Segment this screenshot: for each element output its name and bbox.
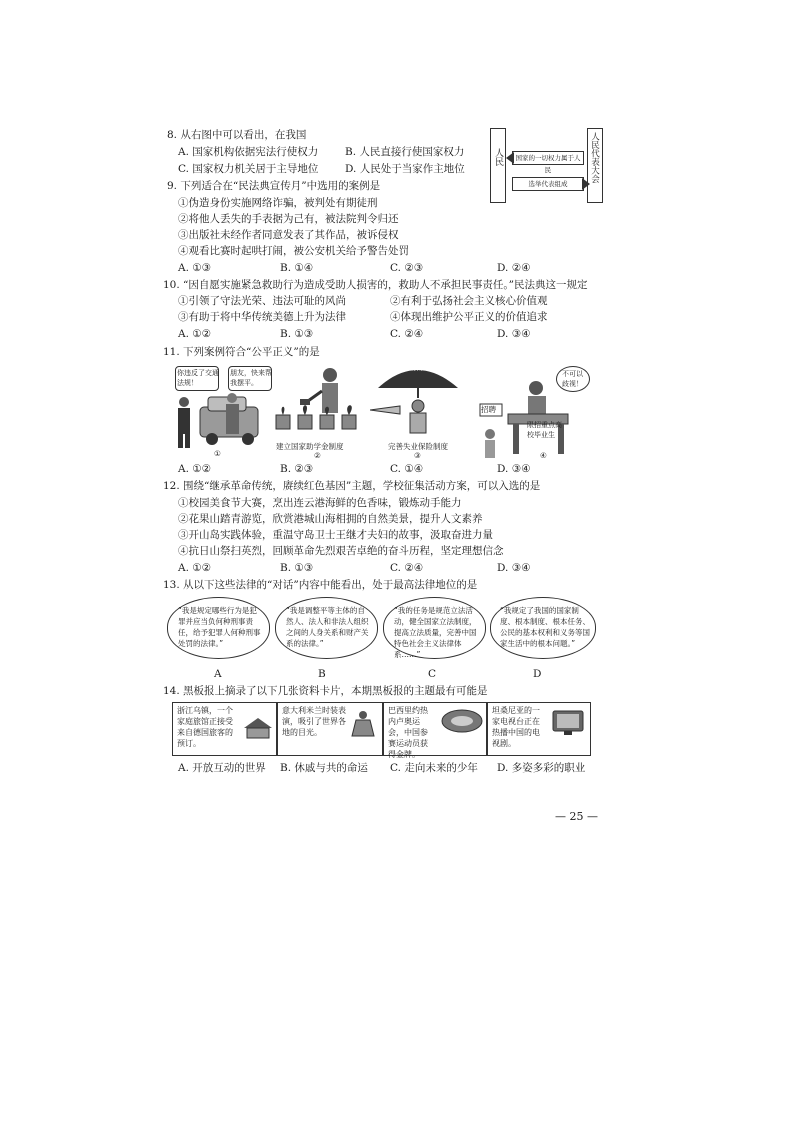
q11-cartoon-1-number: ① [214, 449, 221, 458]
q13-stem: 13. 从以下这些法律的“对话”内容中能看出，处于最高法律地位的是 [163, 579, 478, 591]
q8-diagram-bottom-arrow: 选举代表组成 [512, 177, 584, 191]
q9-item-2: ②将他人丢失的手表据为己有，被法院判令归还 [178, 213, 399, 225]
house-icon [242, 716, 274, 740]
q11-cartoon-1-scene-icon [172, 392, 272, 452]
q14-card-3-text: 巴西里约热内卢奥运会，中国参赛运动员获得金牌。 [388, 706, 428, 759]
q9-stem: 9. 下列适合在“民法典宣传月”中选用的案例是 [167, 180, 381, 192]
q11-cartoon-1-bubble-police: 你违反了交通法规！ [177, 369, 219, 387]
q11-option-c: C. ①④ [390, 463, 424, 475]
q11-cartoon-3-number: ③ [414, 451, 421, 460]
tv-icon [550, 708, 586, 738]
q11-cartoon-4-sign: 招聘 [481, 405, 496, 414]
q12-item-1: ①校园美食节大赛，烹出连云港海鲜的色香味，锻炼动手能力 [178, 497, 462, 509]
q13-bubble-b-text: “我是调整平等主体的自然人、法人和非法人组织之间的人身关系和财产关系的法律。” [286, 606, 369, 648]
q9-item-4: ④观看比赛时起哄打闹，被公安机关给予警告处罚 [178, 245, 409, 257]
q9-item-1: ①伪造身份实施网络诈骗，被判处有期徒刑 [178, 197, 378, 209]
q12-item-4: ④抗日山祭扫英烈，回顾革命先烈艰苦卓绝的奋斗历程，坚定理想信念 [178, 545, 504, 557]
q8-stem: 8. 从右图中可以看出，在我国 [167, 129, 307, 141]
q12-stem: 12. 围绕“继承革命传统，赓续红色基因”主题，学校征集活动方案，可以入选的是 [163, 480, 541, 492]
q8-diagram-npc: 人民代表大会 [589, 132, 600, 183]
q10-option-a: A. ①② [178, 328, 212, 340]
q11-option-b: B. ②③ [280, 463, 314, 475]
q14-card-4-text: 坦桑尼亚的一家电视台正在热播中国的电视剧。 [492, 706, 540, 748]
q11-option-a: A. ①② [178, 463, 212, 475]
q10-item-3: ③有助于将中华传统美德上升为法律 [178, 311, 346, 323]
q11-cartoon-4-number: ④ [540, 451, 547, 460]
q9-item-3: ③出版社未经作者同意发表了其作品，被诉侵权 [178, 229, 399, 241]
q11-cartoon-1-bubble-driver: 朋友，快来帮我摆平。 [230, 369, 272, 387]
q14-card-2-text: 意大利米兰时装表演，吸引了世界各地的目光。 [282, 706, 346, 737]
q9-option-b: B. ①④ [280, 262, 314, 274]
q13-label-d: D [533, 668, 542, 680]
q14-option-b: B. 休戚与共的命运 [280, 762, 368, 774]
q13-label-a: A [214, 668, 222, 680]
q12-item-3: ③开山岛实践体验，重温守岛卫士王继才夫妇的故事，汲取奋进力量 [178, 529, 493, 541]
q14-option-a: A. 开放互动的世界 [178, 762, 266, 774]
q13-bubble-a-text: “我是规定哪些行为是犯罪并应当负何种刑事责任，给予犯罪人何种刑事处罚的法律。” [178, 606, 261, 648]
q10-item-2: ②有利于弘扬社会主义核心价值观 [390, 295, 548, 307]
q12-option-b: B. ①③ [280, 562, 314, 574]
q14-option-c: C. 走向未来的少年 [390, 762, 478, 774]
q11-cartoon-2-caption: 建立国家助学金制度 [276, 442, 344, 451]
q8-option-c: C. 国家权力机关居于主导地位 [178, 163, 319, 175]
q8-diagram-people: 人民 [493, 148, 503, 166]
q9-option-a: A. ①③ [178, 262, 212, 274]
q12-option-a: A. ①② [178, 562, 212, 574]
q10-item-4: ④体现出维护公平正义的价值追求 [390, 311, 548, 323]
q13-bubble-d-text: “我规定了我国的国家制度、根本制度、根本任务、公民的基本权利和义务等国家生活中的根本问题。” [500, 606, 590, 648]
q11-option-d: D. ③④ [497, 463, 531, 475]
q11-stem: 11. 下列案例符合“公平正义”的是 [163, 346, 320, 358]
stadium-icon [440, 706, 484, 736]
q11-cartoon-4-note: 限招重点高校毕业生 [527, 421, 562, 439]
fashion-model-icon [346, 710, 380, 740]
q8-diagram-arrows [504, 150, 594, 195]
q11-cartoon-3-umbrella-label: 失业保险 [398, 363, 428, 372]
page-number: — 25 — [555, 810, 598, 823]
q9-option-d: D. ②④ [497, 262, 531, 274]
q14-option-d: D. 多姿多彩的职业 [497, 762, 586, 774]
q11-cartoon-2-plants-icon [270, 365, 365, 440]
q8-option-a: A. 国家机构依据宪法行使权力 [178, 146, 319, 158]
q13-label-c: C [428, 668, 437, 680]
q11-cartoon-4-bubble: 不可以歧视！ [562, 370, 583, 388]
q12-item-2: ②花果山踏青游览，欣赏港城山海相拥的自然美景，提升人文素养 [178, 513, 483, 525]
q14-card-1-text: 浙江乌镇，一个家庭旅馆正接受来自德国旅客的预订。 [177, 706, 233, 748]
q14-stem: 14. 黑板报上摘录了以下几张资料卡片，本期黑板报的主题最有可能是 [163, 685, 488, 697]
q10-option-d: D. ③④ [497, 328, 531, 340]
q9-option-c: C. ②③ [390, 262, 424, 274]
q10-option-c: C. ②④ [390, 328, 424, 340]
q12-option-c: C. ②④ [390, 562, 424, 574]
q10-stem: 10. “因自愿实施紧急救助行为造成受助人损害的，救助人不承担民事责任。”民法典这一规定 [163, 279, 588, 291]
q8-diagram-top-arrow: 国家的一切权力属于人民 [512, 151, 584, 165]
q11-cartoon-3-caption: 完善失业保险制度 [388, 442, 448, 451]
q8-option-d: D. 人民处于当家作主地位 [345, 163, 465, 175]
q8-option-b: B. 人民直接行使国家权力 [345, 146, 465, 158]
q10-item-1: ①引领了守法光荣、违法可耻的风尚 [178, 295, 346, 307]
q10-option-b: B. ①③ [280, 328, 314, 340]
q12-option-d: D. ③④ [497, 562, 531, 574]
q13-bubble-c-text: “我的任务是规范立法活动，健全国家立法制度，提高立法质量，完善中国特色社会主义法律体系……” [394, 606, 477, 659]
q11-cartoon-2-number: ② [314, 451, 321, 460]
q13-label-b: B [318, 668, 326, 680]
